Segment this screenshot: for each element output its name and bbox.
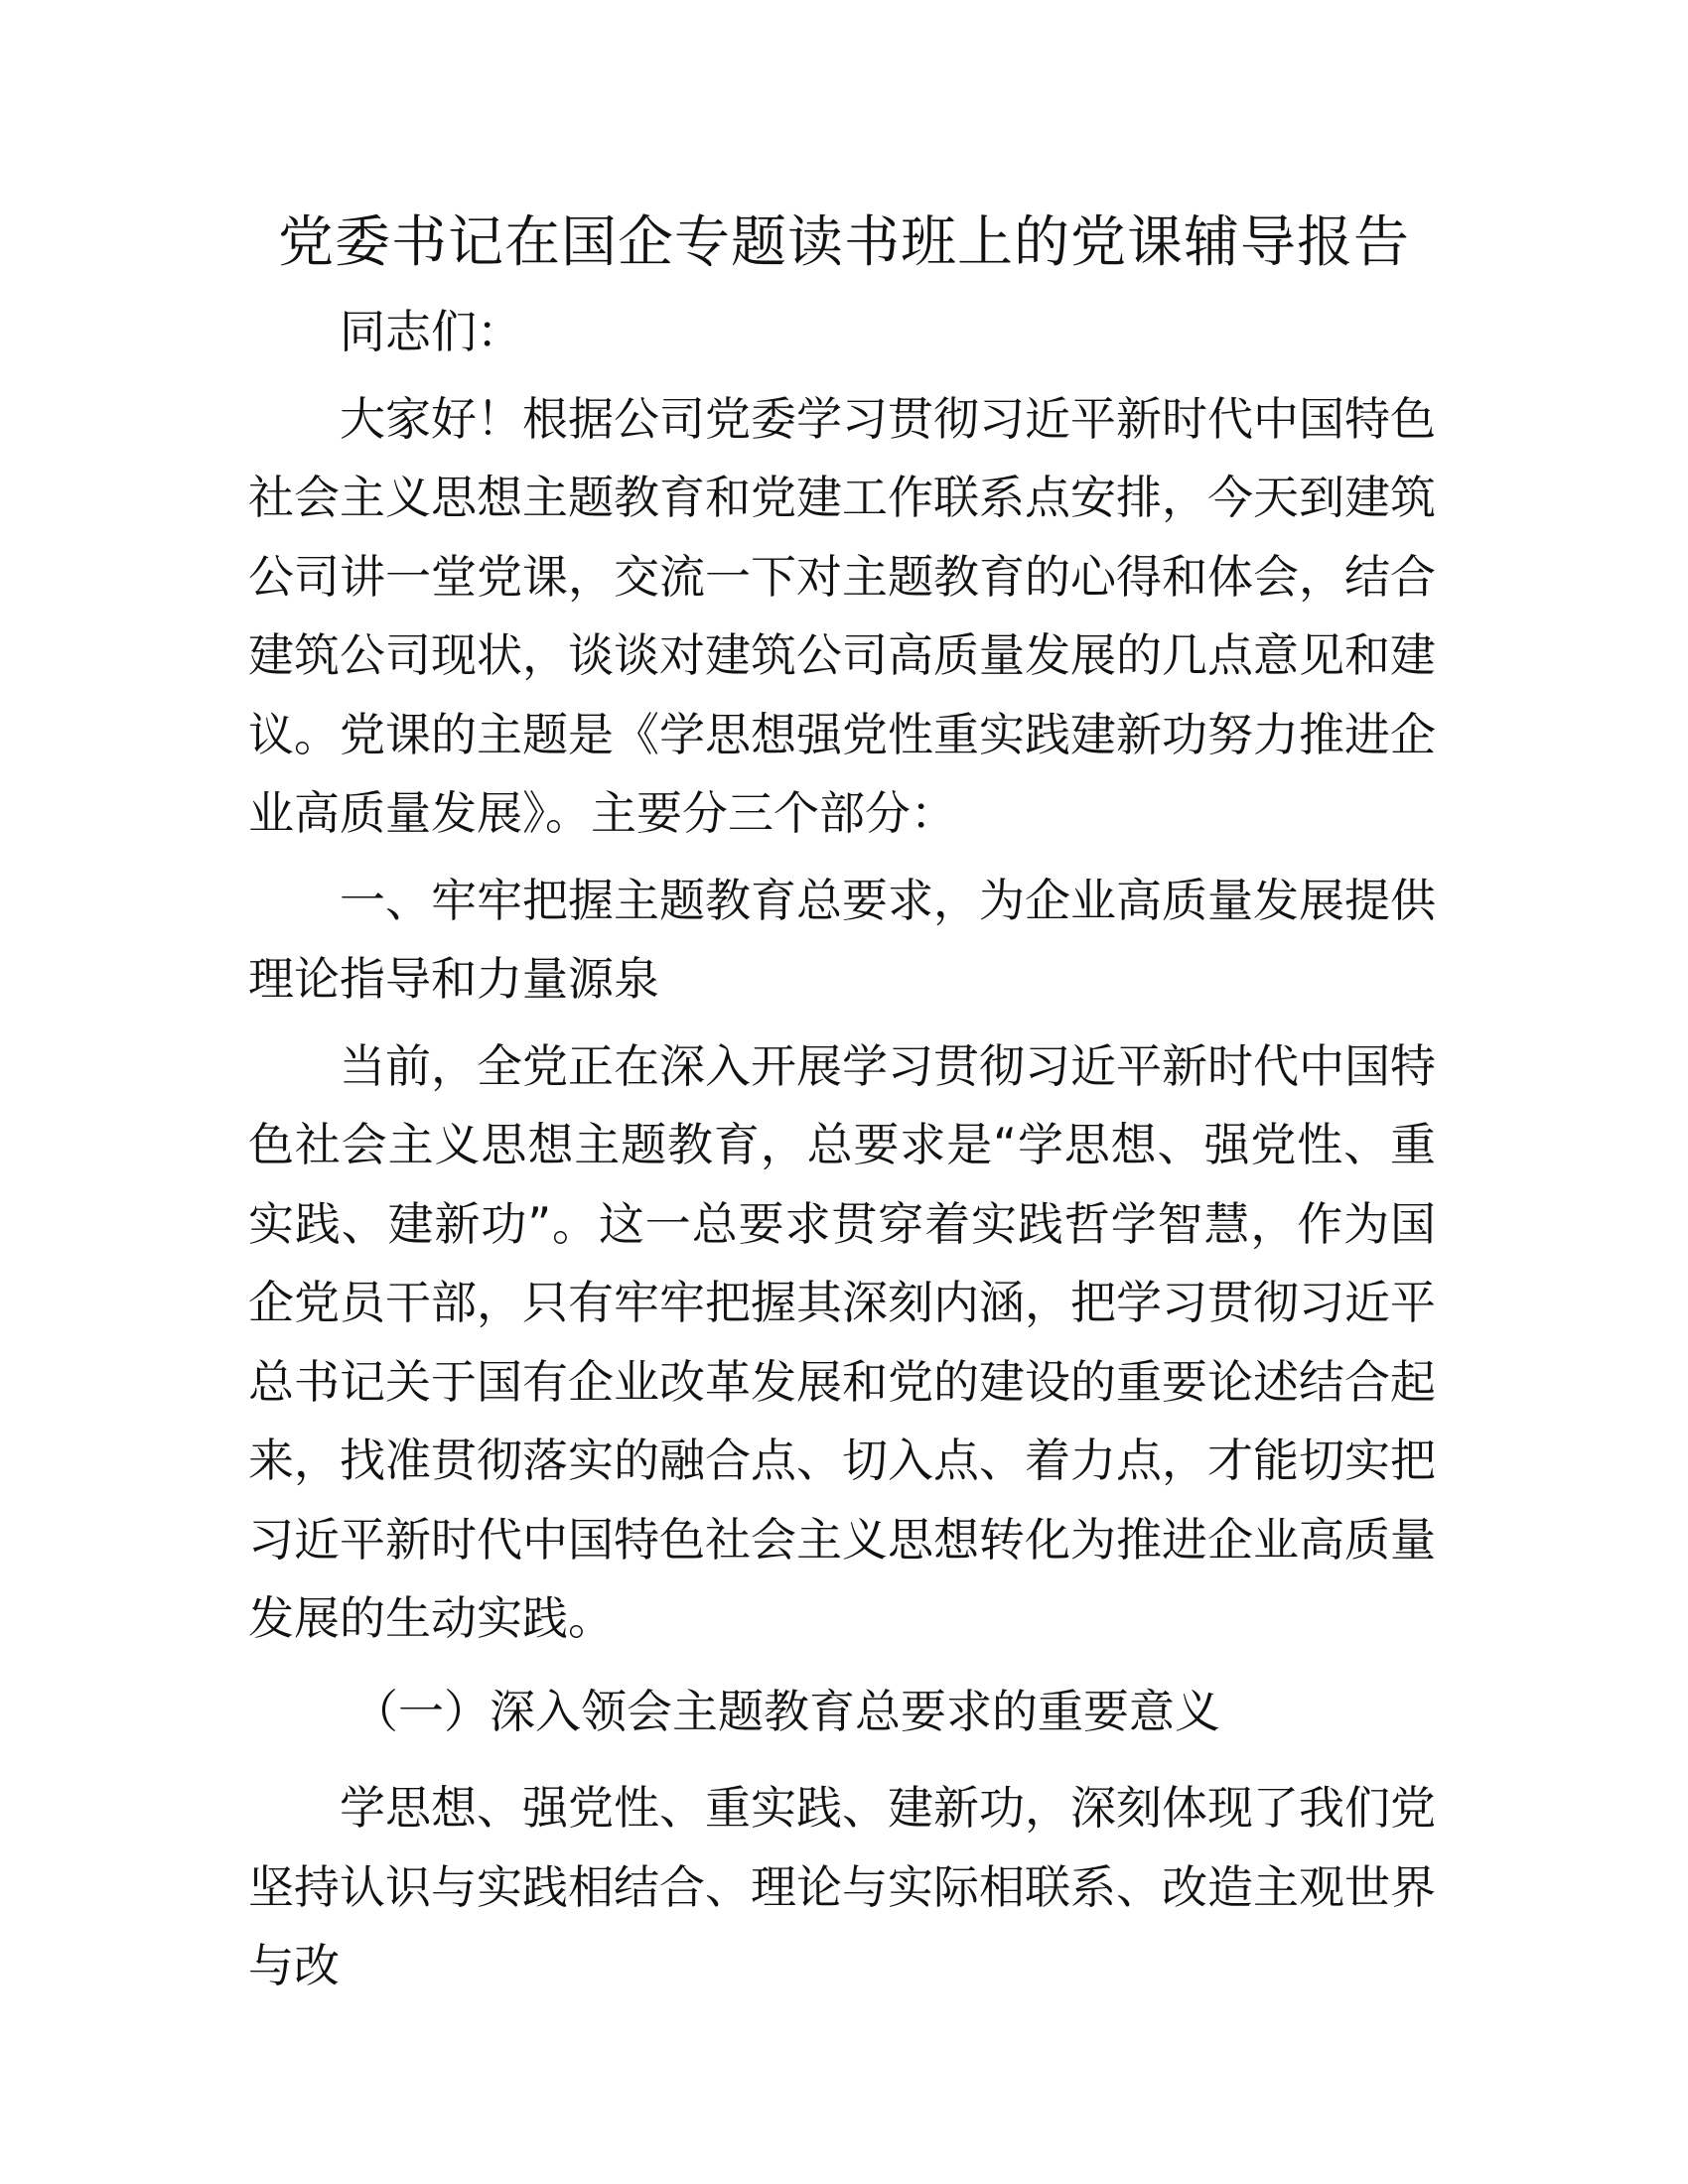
section-heading-1: 一、牢牢把握主题教育总要求，为企业高质量发展提供理论指导和力量源泉 — [248, 873, 1436, 1006]
body-paragraph: 当前，全党正在深入开展学习贯彻习近平新时代中国特色社会主义思想主题教育，总要求是“学思想、强党性、重实践、建新功”。这一总要求贯穿着实践哲学智慧，作为国企党员干部，只有牢牢把握其深刻内涵，把学习贯彻习近平总书记关于国有企业改革发展和党的建设的重要论述结合起来，找准贯彻落实的融合点、切入点、着力点，才能切实把习近平新时代中国特色社会主义思想转化为推进企业高质量发展的生动实践。 — [248, 1038, 1436, 1645]
intro-paragraph: 大家好！根据公司党委学习贯彻习近平新时代中国特色社会主义思想主题教育和党建工作联系点安排，今天到建筑公司讲一堂党课，交流一下对主题教育的心得和体会，结合建筑公司现状，谈谈对建筑公司高质量发展的几点意见和建议。党课的主题是《学思想强党性重实践建新功努力推进企业高质量发展》。主要分三个部分： — [248, 391, 1436, 840]
document-body — [248, 293, 1436, 2006]
body-paragraph-continued: 学思想、强党性、重实践、建新功，深刻体现了我们党坚持认识与实践相结合、理论与实际相联系、改造主观世界与改 — [248, 1781, 1436, 1992]
subsection-heading-1: （一）深入领会主题教育总要求的重要意义 — [352, 1684, 1220, 1738]
document-title: 党委书记在国企专题读书班上的党课辅导报告 — [278, 210, 1410, 275]
greeting: 同志们： — [340, 305, 522, 358]
